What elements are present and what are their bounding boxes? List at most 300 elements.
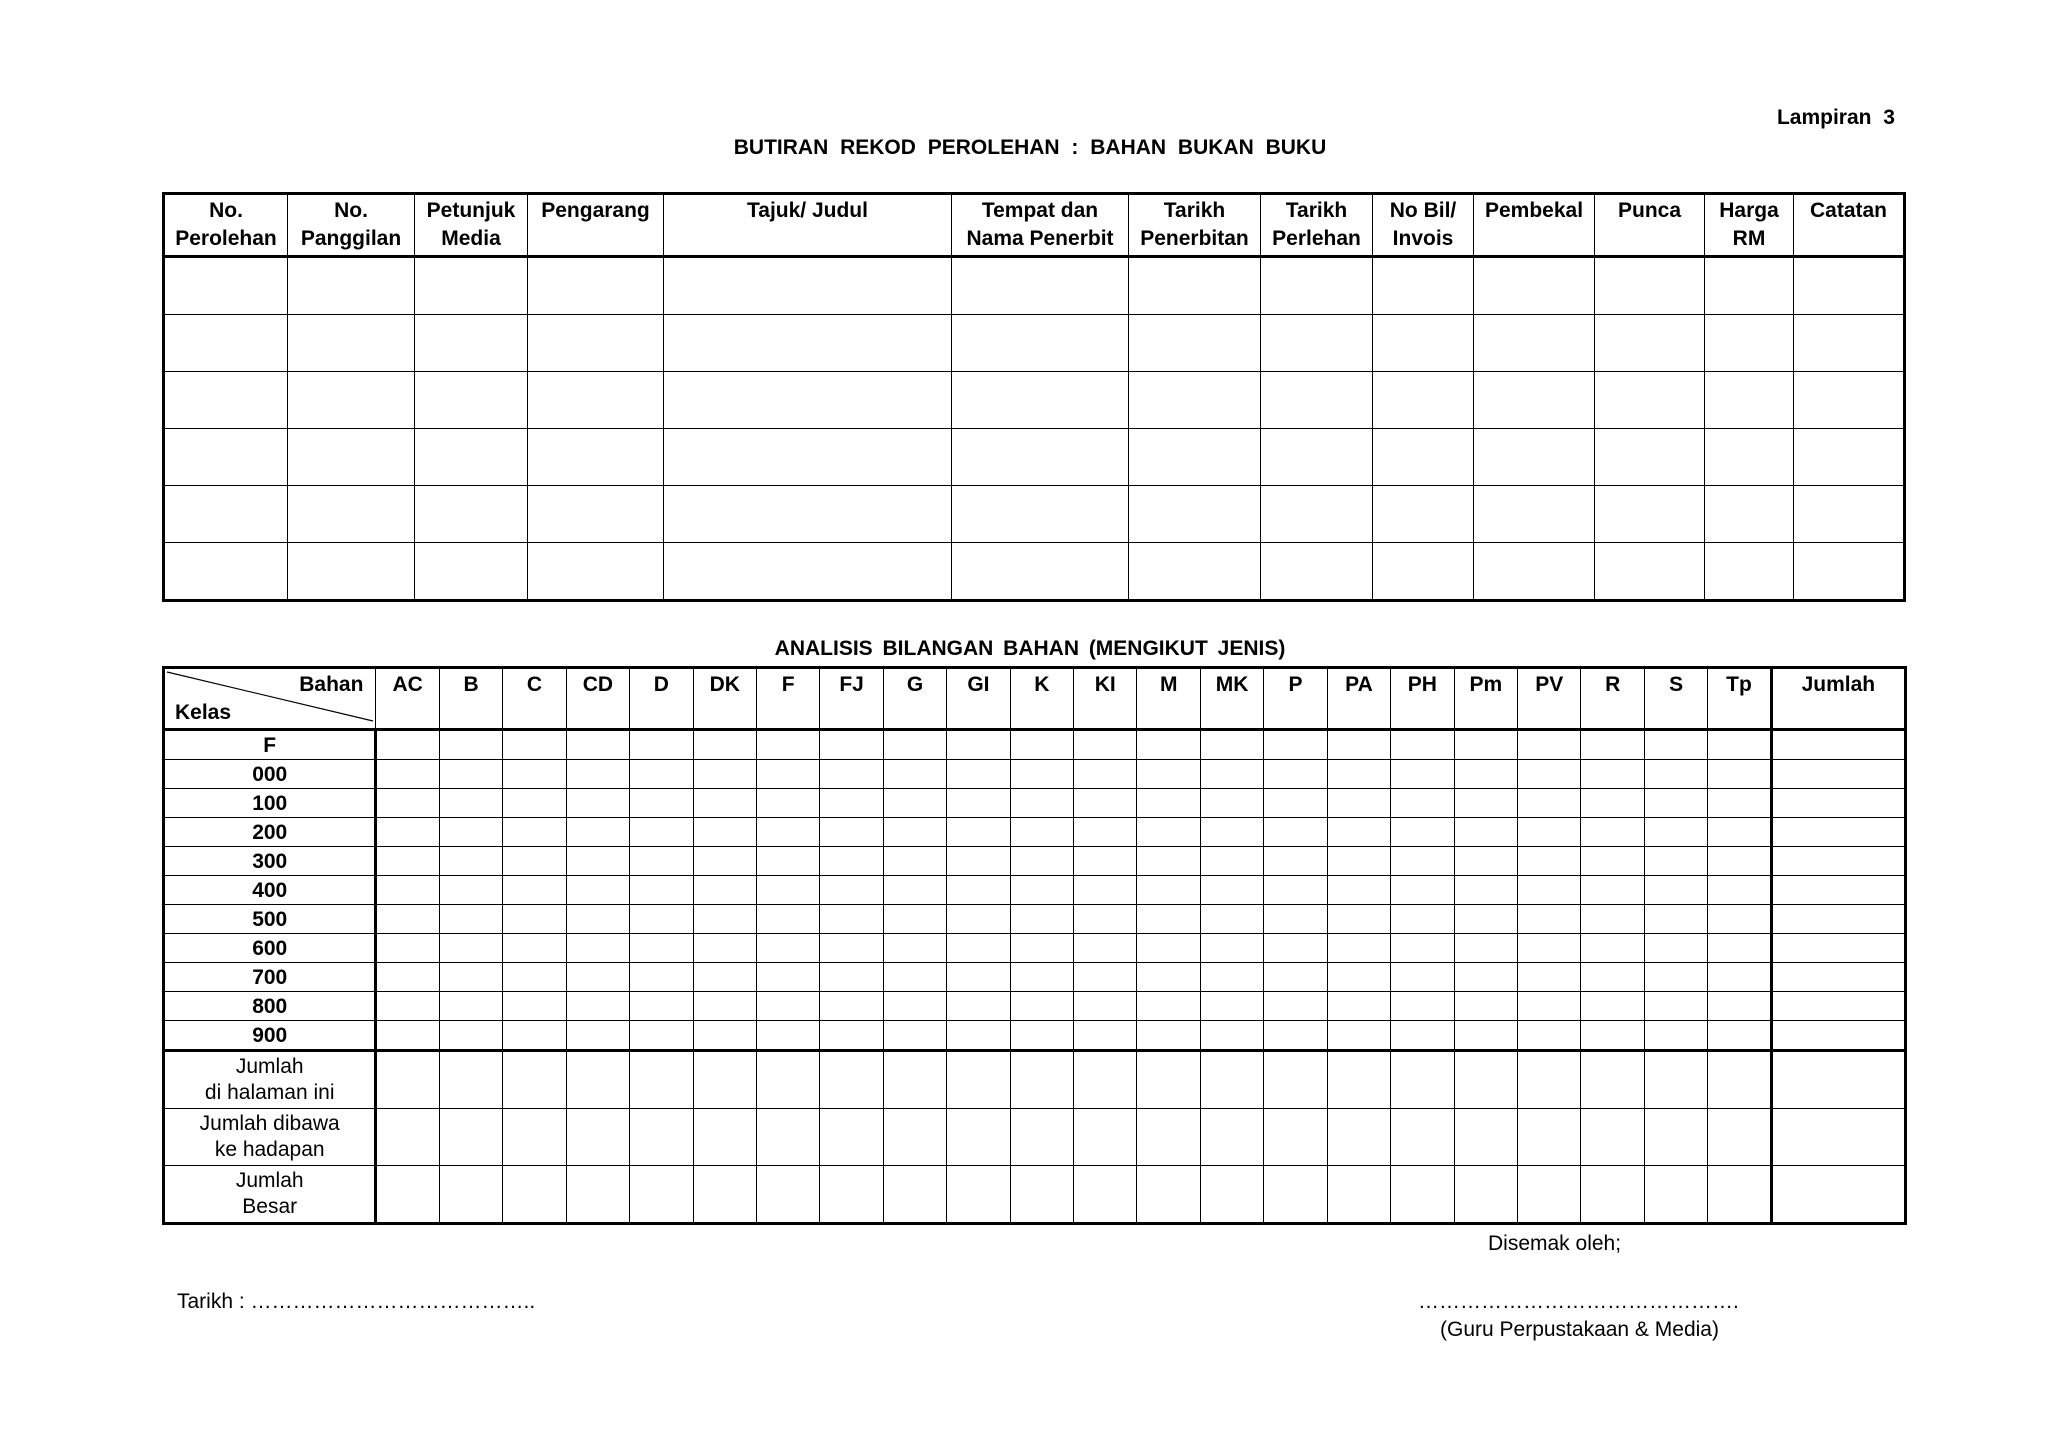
type-column-header: F: [756, 668, 819, 730]
count-cell: [1200, 992, 1263, 1021]
row-total-cell: [1771, 905, 1905, 934]
count-cell: [883, 1109, 946, 1166]
record-cell: [1794, 372, 1905, 429]
row-label-cell: [164, 992, 376, 1021]
record-cell: [952, 429, 1129, 486]
record-cell: [1474, 315, 1595, 372]
record-cell: [288, 543, 415, 601]
count-cell: [756, 730, 819, 760]
count-cell: [1264, 992, 1327, 1021]
class-label: 300: [252, 849, 288, 873]
count-cell: [1581, 760, 1644, 789]
count-cell: [630, 1109, 693, 1166]
count-cell: [376, 876, 439, 905]
count-cell: [1200, 876, 1263, 905]
record-cell: [415, 543, 528, 601]
record-cell: [164, 486, 288, 543]
count-cell: [1010, 730, 1073, 760]
count-cell: [566, 992, 629, 1021]
class-label: 200: [252, 820, 288, 844]
count-cell: [693, 963, 756, 992]
class-row: [164, 905, 1906, 934]
count-cell: [820, 1021, 883, 1051]
corner-kelas-label: Kelas: [175, 701, 232, 724]
count-cell: [1264, 1021, 1327, 1051]
record-row: [164, 429, 1905, 486]
count-cell: [820, 876, 883, 905]
type-column-header: FJ: [820, 668, 883, 730]
record-cell: [1261, 257, 1373, 315]
count-cell: [883, 847, 946, 876]
record-cell: [1373, 543, 1474, 601]
record-cell: [1595, 429, 1705, 486]
count-cell: [439, 934, 502, 963]
header-line-1: Tajuk/ Judul: [747, 199, 868, 222]
class-row: [164, 963, 1906, 992]
record-cell: [1794, 315, 1905, 372]
count-cell: [630, 1021, 693, 1051]
count-cell: [820, 963, 883, 992]
record-cell: [528, 429, 664, 486]
record-cell: [1474, 486, 1595, 543]
count-cell: [376, 1051, 439, 1109]
count-cell: [947, 847, 1010, 876]
count-cell: [503, 876, 566, 905]
record-cell: [1129, 257, 1261, 315]
count-cell: [1708, 876, 1771, 905]
count-cell: [1200, 934, 1263, 963]
record-cell: [528, 372, 664, 429]
record-cell: [1705, 372, 1794, 429]
type-column-header: PA: [1327, 668, 1390, 730]
record-cell: [415, 315, 528, 372]
count-cell: [756, 1021, 819, 1051]
record-cell: [1705, 315, 1794, 372]
count-cell: [439, 1109, 502, 1166]
record-cell: [1794, 486, 1905, 543]
record-cell: [415, 429, 528, 486]
count-cell: [1137, 905, 1200, 934]
count-cell: [503, 992, 566, 1021]
record-cell: [1261, 372, 1373, 429]
count-cell: [883, 818, 946, 847]
count-cell: [630, 730, 693, 760]
record-cell: [288, 486, 415, 543]
count-cell: [756, 1109, 819, 1166]
count-cell: [1137, 1021, 1200, 1051]
count-cell: [630, 789, 693, 818]
record-cell: [952, 543, 1129, 601]
count-cell: [1391, 760, 1454, 789]
count-cell: [1391, 789, 1454, 818]
count-cell: [1581, 818, 1644, 847]
count-cell: [1074, 789, 1137, 818]
count-cell: [1454, 847, 1517, 876]
record-cell: [1474, 257, 1595, 315]
count-cell: [1644, 847, 1707, 876]
signature-line: ……………………………………….: [1418, 1290, 1739, 1313]
count-cell: [1644, 760, 1707, 789]
record-column-header: [1794, 194, 1905, 257]
count-cell: [376, 963, 439, 992]
count-cell: [947, 876, 1010, 905]
count-cell: [1264, 1051, 1327, 1109]
count-cell: [1391, 847, 1454, 876]
count-cell: [503, 1021, 566, 1051]
count-cell: [1010, 1051, 1073, 1109]
class-label: 100: [252, 791, 288, 815]
count-cell: [566, 934, 629, 963]
count-cell: [1708, 730, 1771, 760]
count-cell: [1708, 992, 1771, 1021]
count-cell: [883, 730, 946, 760]
count-cell: [756, 992, 819, 1021]
count-cell: [1454, 905, 1517, 934]
row-label-cell: [164, 876, 376, 905]
record-cell: [164, 372, 288, 429]
count-cell: [693, 1109, 756, 1166]
count-cell: [1010, 905, 1073, 934]
row-label-cell: [164, 963, 376, 992]
count-cell: [947, 905, 1010, 934]
header-line-1: No.: [209, 199, 243, 222]
count-cell: [1644, 1109, 1707, 1166]
count-cell: [1708, 818, 1771, 847]
count-cell: [883, 1051, 946, 1109]
count-cell: [1264, 789, 1327, 818]
count-cell: [1391, 818, 1454, 847]
count-cell: [376, 847, 439, 876]
count-cell: [376, 905, 439, 934]
count-cell: [439, 1166, 502, 1224]
class-row: [164, 789, 1906, 818]
count-cell: [820, 789, 883, 818]
record-cell: [664, 372, 952, 429]
summary-label-line-1: Jumlah: [235, 1169, 304, 1192]
count-cell: [503, 1109, 566, 1166]
row-total-cell: [1771, 876, 1905, 905]
count-cell: [1518, 963, 1581, 992]
count-cell: [1454, 963, 1517, 992]
count-cell: [566, 1166, 629, 1224]
count-cell: [1137, 934, 1200, 963]
record-table-header: [164, 194, 1905, 257]
count-cell: [1518, 1109, 1581, 1166]
summary-label-line-1: Jumlah: [235, 1055, 304, 1078]
type-column-header: AC: [376, 668, 439, 730]
row-label-cell: [164, 1166, 376, 1224]
class-row: [164, 992, 1906, 1021]
count-cell: [1518, 789, 1581, 818]
row-label-cell: [164, 1109, 376, 1166]
row-total-cell: [1771, 818, 1905, 847]
record-cell: [164, 257, 288, 315]
type-column-header: R: [1581, 668, 1644, 730]
record-cell: [952, 372, 1129, 429]
analysis-title: ANALISIS BILANGAN BAHAN (MENGIKUT JENIS): [774, 637, 1286, 660]
count-cell: [1010, 1021, 1073, 1051]
summary-label-line-2: di halaman ini: [204, 1081, 335, 1104]
count-cell: [1137, 730, 1200, 760]
row-label-cell: [164, 847, 376, 876]
record-column-header: [1129, 194, 1261, 257]
record-column-header: [952, 194, 1129, 257]
count-cell: [1708, 934, 1771, 963]
count-cell: [503, 963, 566, 992]
class-row: [164, 876, 1906, 905]
count-cell: [947, 1021, 1010, 1051]
type-column-header: D: [630, 668, 693, 730]
record-cell: [664, 486, 952, 543]
count-cell: [1708, 1109, 1771, 1166]
count-cell: [693, 730, 756, 760]
count-cell: [376, 730, 439, 760]
count-cell: [503, 905, 566, 934]
count-cell: [566, 730, 629, 760]
count-cell: [439, 963, 502, 992]
count-cell: [1581, 905, 1644, 934]
class-label: 900: [252, 1023, 288, 1047]
count-cell: [1391, 992, 1454, 1021]
record-row: [164, 257, 1905, 315]
count-cell: [1391, 1021, 1454, 1051]
count-cell: [439, 818, 502, 847]
count-cell: [1137, 876, 1200, 905]
count-cell: [1708, 1021, 1771, 1051]
count-cell: [947, 1051, 1010, 1109]
record-cell: [415, 372, 528, 429]
count-cell: [630, 876, 693, 905]
count-cell: [1518, 1021, 1581, 1051]
count-cell: [630, 963, 693, 992]
type-column-header: MK: [1200, 668, 1263, 730]
summary-label-line-2: ke hadapan: [214, 1138, 325, 1161]
count-cell: [1327, 905, 1390, 934]
count-cell: [1327, 963, 1390, 992]
count-cell: [1327, 789, 1390, 818]
type-column-header: B: [439, 668, 502, 730]
count-cell: [693, 1021, 756, 1051]
type-column-header: P: [1264, 668, 1327, 730]
count-cell: [947, 934, 1010, 963]
row-label-cell: [164, 789, 376, 818]
count-cell: [883, 760, 946, 789]
row-total-cell: [1771, 730, 1905, 760]
record-cell: [288, 315, 415, 372]
count-cell: [1010, 1109, 1073, 1166]
count-cell: [1644, 992, 1707, 1021]
record-column-header: [164, 194, 288, 257]
record-cell: [1794, 257, 1905, 315]
count-cell: [376, 1166, 439, 1224]
record-column-header: [1373, 194, 1474, 257]
count-cell: [1074, 1166, 1137, 1224]
class-label: 400: [252, 878, 288, 902]
header-line-2: Perlehan: [1272, 227, 1361, 250]
record-cell: [664, 257, 952, 315]
analysis-table-header: [164, 668, 1906, 730]
count-cell: [947, 1166, 1010, 1224]
count-cell: [1644, 818, 1707, 847]
count-cell: [566, 1021, 629, 1051]
count-cell: [1391, 934, 1454, 963]
count-cell: [1518, 1051, 1581, 1109]
record-cell: [415, 486, 528, 543]
count-cell: [883, 789, 946, 818]
count-cell: [1074, 1051, 1137, 1109]
count-cell: [693, 905, 756, 934]
record-cell: [1261, 486, 1373, 543]
count-cell: [630, 847, 693, 876]
record-cell: [288, 257, 415, 315]
count-cell: [1391, 963, 1454, 992]
count-cell: [1327, 760, 1390, 789]
count-cell: [1264, 818, 1327, 847]
count-cell: [1327, 1021, 1390, 1051]
type-column-header: S: [1644, 668, 1707, 730]
record-cell: [1373, 429, 1474, 486]
count-cell: [1074, 963, 1137, 992]
count-cell: [566, 818, 629, 847]
count-cell: [820, 934, 883, 963]
count-cell: [1644, 876, 1707, 905]
record-cell: [1705, 543, 1794, 601]
signatory-label: (Guru Perpustakaan & Media): [1440, 1318, 1719, 1341]
count-cell: [1708, 847, 1771, 876]
header-line-1: No.: [334, 199, 368, 222]
record-cell: [1373, 372, 1474, 429]
count-cell: [1074, 730, 1137, 760]
count-cell: [1518, 1166, 1581, 1224]
count-cell: [883, 963, 946, 992]
total-column-header: Jumlah: [1771, 668, 1905, 730]
count-cell: [693, 760, 756, 789]
count-cell: [439, 760, 502, 789]
count-cell: [1010, 876, 1073, 905]
count-cell: [1200, 730, 1263, 760]
count-cell: [503, 730, 566, 760]
count-cell: [439, 905, 502, 934]
count-cell: [1644, 905, 1707, 934]
count-cell: [883, 934, 946, 963]
record-row: [164, 486, 1905, 543]
count-cell: [1264, 905, 1327, 934]
count-cell: [376, 1109, 439, 1166]
count-cell: [1074, 905, 1137, 934]
count-cell: [1391, 1166, 1454, 1224]
type-column-header: PV: [1518, 668, 1581, 730]
count-cell: [1264, 876, 1327, 905]
header-line-1: No Bil/: [1389, 199, 1457, 222]
count-cell: [1010, 963, 1073, 992]
row-label-cell: [164, 730, 376, 760]
header-line-1: Petunjuk: [426, 199, 516, 222]
count-cell: [820, 760, 883, 789]
count-cell: [1264, 1109, 1327, 1166]
count-cell: [1518, 905, 1581, 934]
record-cell: [1474, 372, 1595, 429]
header-line-1: Pembekal: [1484, 199, 1584, 222]
acquisition-record-table: [162, 192, 1906, 602]
class-label: 000: [252, 762, 288, 786]
count-cell: [1074, 1109, 1137, 1166]
count-cell: [1200, 818, 1263, 847]
count-cell: [1010, 789, 1073, 818]
record-cell: [1373, 257, 1474, 315]
record-cell: [664, 315, 952, 372]
count-cell: [947, 789, 1010, 818]
count-cell: [1010, 818, 1073, 847]
count-cell: [947, 818, 1010, 847]
count-cell: [439, 847, 502, 876]
header-line-1: Tarikh: [1285, 199, 1348, 222]
count-cell: [883, 1166, 946, 1224]
count-cell: [1137, 818, 1200, 847]
count-cell: [1454, 760, 1517, 789]
count-cell: [1200, 963, 1263, 992]
count-cell: [1137, 1109, 1200, 1166]
record-cell: [164, 429, 288, 486]
count-cell: [820, 905, 883, 934]
count-cell: [1264, 760, 1327, 789]
count-cell: [1581, 1021, 1644, 1051]
count-cell: [883, 905, 946, 934]
count-cell: [1454, 934, 1517, 963]
record-cell: [1129, 372, 1261, 429]
record-cell: [1261, 315, 1373, 372]
header-line-2: Penerbitan: [1140, 227, 1249, 250]
class-row: [164, 1021, 1906, 1051]
count-cell: [1454, 992, 1517, 1021]
count-cell: [693, 847, 756, 876]
row-label-cell: [164, 905, 376, 934]
count-cell: [756, 760, 819, 789]
class-label: 800: [252, 994, 288, 1018]
count-cell: [756, 818, 819, 847]
type-column-header: Tp: [1708, 668, 1771, 730]
record-column-header: [1705, 194, 1794, 257]
record-cell: [528, 257, 664, 315]
record-cell: [1794, 543, 1905, 601]
count-cell: [1264, 1166, 1327, 1224]
count-cell: [1074, 1021, 1137, 1051]
count-cell: [693, 876, 756, 905]
record-cell: [664, 543, 952, 601]
count-cell: [1644, 789, 1707, 818]
record-cell: [1595, 486, 1705, 543]
count-cell: [1074, 847, 1137, 876]
record-cell: [1373, 315, 1474, 372]
count-cell: [630, 905, 693, 934]
count-cell: [820, 847, 883, 876]
date-field: Tarikh : …………………………………..: [177, 1290, 536, 1313]
record-cell: [1794, 429, 1905, 486]
count-cell: [1644, 730, 1707, 760]
record-cell: [1595, 257, 1705, 315]
count-cell: [1518, 847, 1581, 876]
count-cell: [1518, 760, 1581, 789]
class-row: [164, 847, 1906, 876]
header-line-2: Panggilan: [300, 227, 402, 250]
count-cell: [376, 760, 439, 789]
record-cell: [288, 372, 415, 429]
header-line-1: Harga: [1719, 199, 1779, 222]
count-cell: [1708, 1051, 1771, 1109]
count-cell: [820, 730, 883, 760]
row-total-cell: [1771, 1166, 1905, 1224]
type-column-header: PH: [1391, 668, 1454, 730]
row-total-cell: [1771, 789, 1905, 818]
